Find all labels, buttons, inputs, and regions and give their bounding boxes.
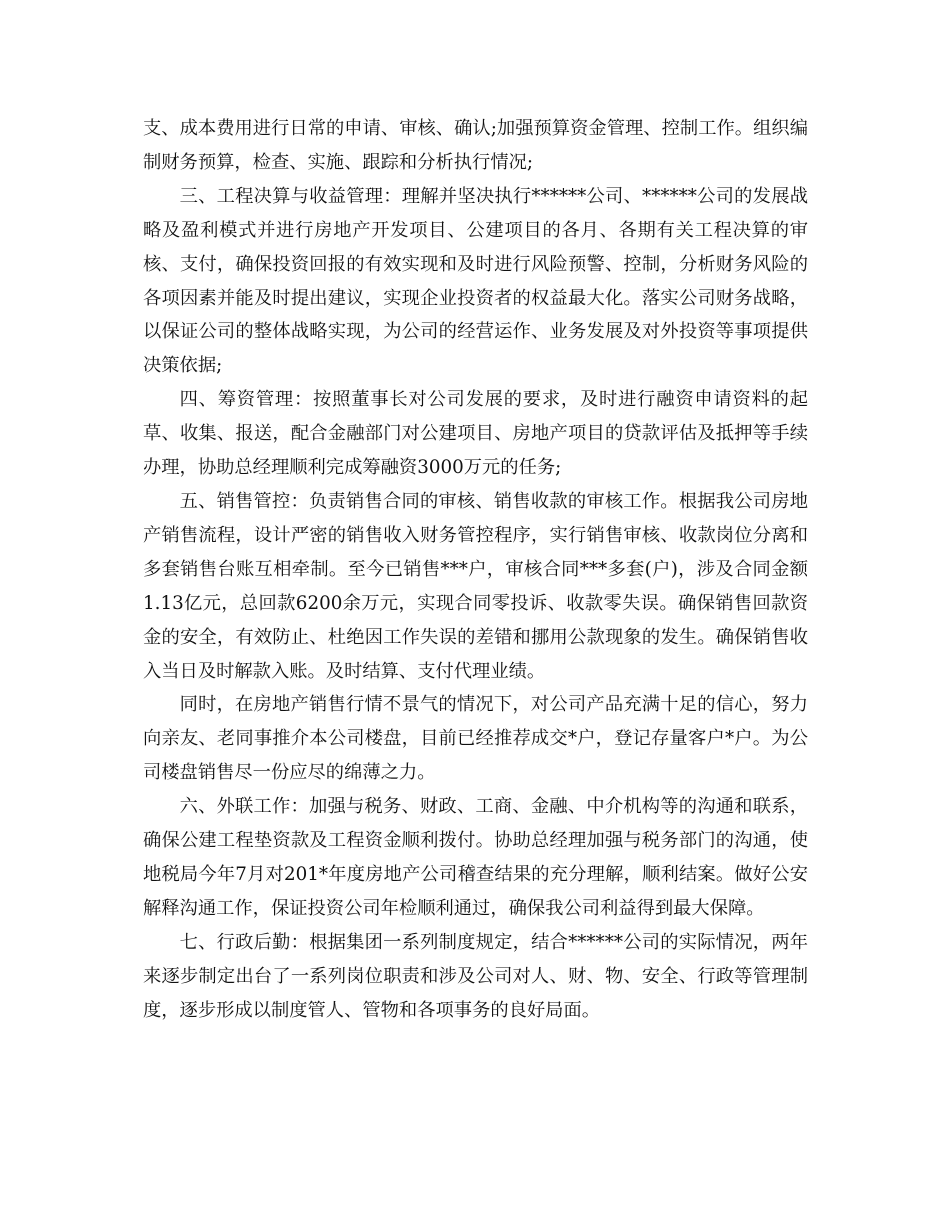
paragraph-administration: 七、行政后勤：根据集团一系列制度规定，结合******公司的实际情况，两年来逐步制定出台了一系列岗位职责和涉及公司对人、财、物、安全、行政等管理制度，逐步形成以制度管人、管物和各项事务的良好局面。 (143, 931, 808, 1021)
paragraph-sales-control: 五、销售管控：负责销售合同的审核、销售收款的审核工作。根据我公司房地产销售流程，设计严密的销售收入财务管控程序，实行销售审核、收款岗位分离和多套销售台账互相牵制。至今已销售***户，审核合同***多套(户)，涉及合同金额1.13亿元，总回款6200余万元，实现合同零投诉、收款零失误。确保销售回款资金的安全，有效防止、杜绝因工作失误的差错和挪用公款现象的发生。确保销售收入当日及时解款入账。及时结算、支付代理业绩。 (143, 490, 808, 682)
paragraph-external-relations: 六、外联工作：加强与税务、财政、工商、金融、中介机构等的沟通和联系，确保公建工程垫资款及工程资金顺利拨付。协助总经理加强与税务部门的沟通，使地税局今年7月对201*年度房地产公司稽查结果的充分理解，顺利结案。做好公安解释沟通工作，保证投资公司年检顺利通过，确保我公司利益得到最大保障。 (143, 796, 808, 919)
paragraph-continuation: 支、成本费用进行日常的申请、审核、确认;加强预算资金管理、控制工作。组织编制财务预算，检查、实施、跟踪和分析执行情况; (143, 118, 808, 173)
paragraph-financing: 四、筹资管理：按照董事长对公司发展的要求，及时进行融资申请资料的起草、收集、报送，配合金融部门对公建项目、房地产项目的贷款评估及抵押等手续办理，协助总经理顺利完成筹融资3000万元的任务; (143, 389, 808, 479)
paragraph-project-settlement: 三、工程决算与收益管理：理解并坚决执行******公司、******公司的发展战略及盈利模式并进行房地产开发项目、公建项目的各月、各期有关工程决算的审核、支付，确保投资回报的有效实现和及时进行风险预警、控制，分析财务风险的各项因素并能及时提出建议，实现企业投资者的权益最大化。落实公司财务战略，以保证公司的整体战略实现，为公司的经营运作、业务发展及对外投资等事项提供决策依据; (143, 185, 808, 377)
document-body (143, 112, 808, 1027)
paragraph-sales-support: 同时，在房地产销售行情不景气的情况下，对公司产品充满十足的信心，努力向亲友、老同事推介本公司楼盘，目前已经推荐成交*户，登记存量客户*户。为公司楼盘销售尽一份应尽的绵薄之力。 (143, 694, 808, 784)
